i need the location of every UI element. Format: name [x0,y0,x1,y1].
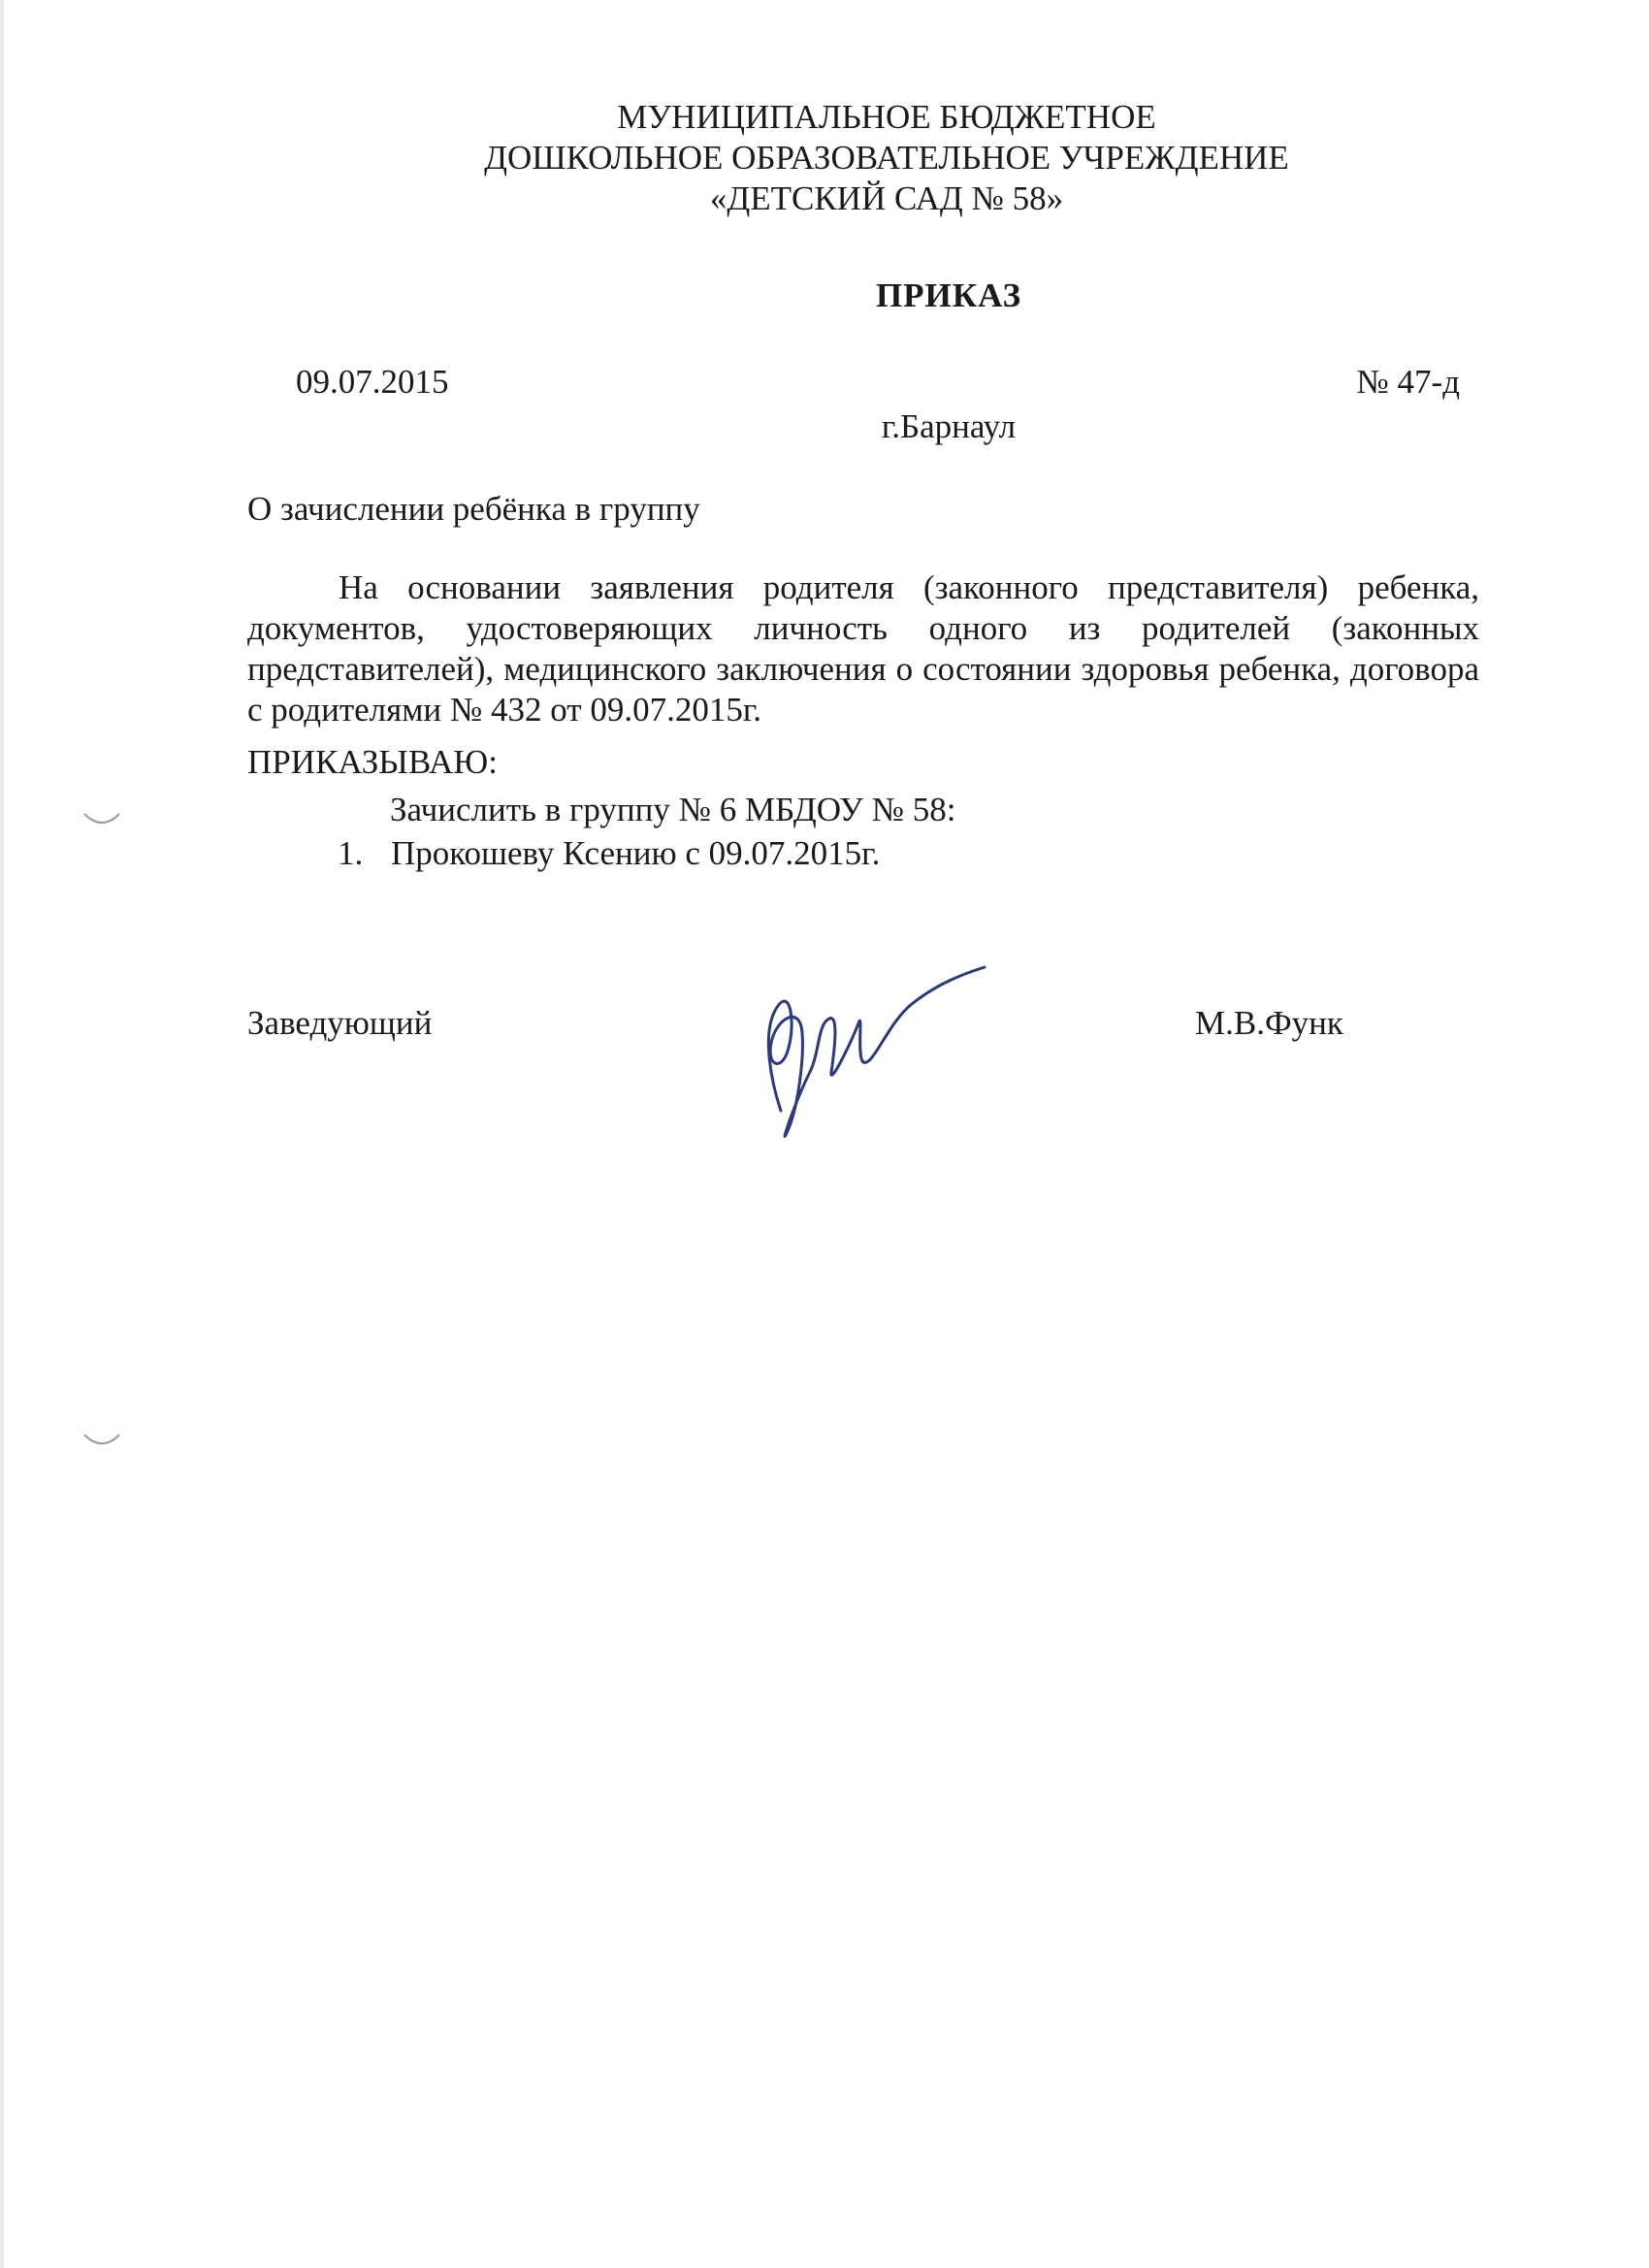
punch-hole-mark-icon [82,810,121,829]
order-title: ПРИКАЗ [875,276,1022,314]
order-body-paragraph: На основании заявления родителя (законного представителя) ребенка, документов, удостоверяющих личность одного из родителей (законных представителей), медицинского заключения о состоянии здоровья ребенка, договора с родителями № 432 от 09.07.2015г. [247,568,1479,729]
header-line-2: ДОШКОЛЬНОЕ ОБРАЗОВАТЕЛЬНОЕ УЧРЕЖДЕНИЕ [484,139,1289,177]
order-date: 09.07.2015 [296,363,449,401]
header-line-3: «ДЕТСКИЙ САД № 58» [709,179,1064,217]
handwritten-signature [742,965,994,1145]
enroll-statement: Зачислить в группу № 6 МБДОУ № 58: [390,791,956,828]
institution-header [0,97,1649,219]
signer-position: Заведующий [247,1004,433,1042]
signer-name: М.В.Функ [1195,1004,1343,1042]
list-item-text: Прокошеву Ксению с 09.07.2015г. [391,834,881,872]
order-city: г.Барнаул [881,407,1017,445]
punch-hole-mark-icon [82,1431,121,1450]
order-command: ПРИКАЗЫВАЮ: [247,743,498,781]
list-item-number: 1. [338,834,364,872]
order-number: № 47-д [1356,363,1460,401]
scan-edge [0,0,4,2268]
header-line-1: МУНИЦИПАЛЬНОЕ БЮДЖЕТНОЕ [617,98,1156,136]
list-item [338,834,880,873]
order-subject: О зачислении ребёнка в группу [247,490,700,528]
